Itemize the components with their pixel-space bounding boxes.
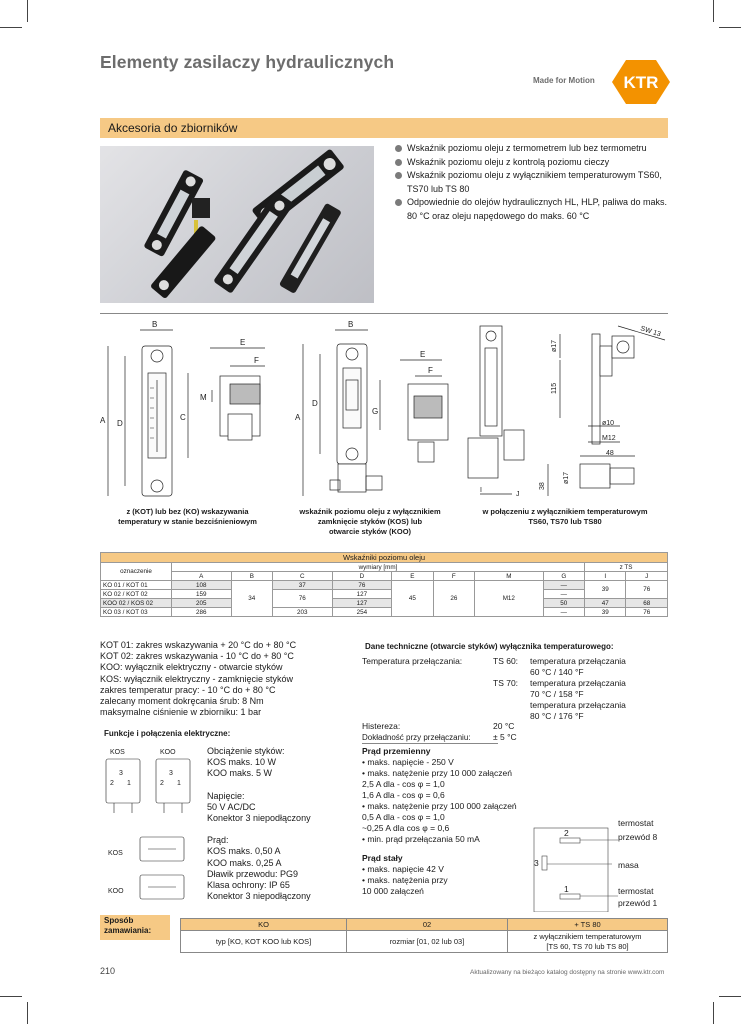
bullet-icon (395, 159, 402, 166)
svg-text:3: 3 (534, 858, 539, 868)
crop-mark (713, 1002, 714, 1024)
col-header: G (543, 572, 584, 581)
svg-text:SW 13: SW 13 (639, 325, 662, 339)
note-line: zalecany moment dokręcania śrub: 8 Nm (100, 696, 264, 707)
table-row: KO 01 / KOT 01 108 34 37 76 45 26 M12 — 39 76 (101, 581, 668, 590)
footer-note: Aktualizowany na bieżąco katalog dostępny na stronie www.ktr.com (470, 969, 665, 976)
svg-text:I: I (480, 487, 482, 494)
table-header: z TS (585, 563, 668, 572)
col-header: E (392, 572, 433, 581)
table-header: oznaczenie (101, 563, 172, 581)
table-row: KO 02 / KOT 02 159 76 127 — (101, 590, 668, 599)
caption-kos: wskaźnik poziomu oleju z wyłącznikiem zamknięcie styków (KOS) lub otwarcie styków (KOO) (299, 507, 441, 536)
crop-mark (719, 27, 741, 28)
svg-text:38: 38 (539, 482, 546, 490)
note-line: KOT 02: zakres wskazywania - 10 °C do + 80 °C (100, 651, 294, 662)
drawing-kos-koo (290, 318, 460, 503)
svg-text:2: 2 (160, 780, 164, 787)
notes-block (100, 640, 296, 718)
note-line: zakres temperatur pracy: - 10 °C do + 80 °C (100, 684, 276, 695)
bullet-icon (395, 199, 402, 206)
col-header: A (172, 572, 232, 581)
svg-text:KOS: KOS (108, 850, 123, 857)
drawing-ts (460, 318, 670, 503)
svg-text:1: 1 (564, 884, 569, 894)
ktr-logo (612, 60, 670, 104)
svg-text:termostat: termostat (618, 886, 654, 896)
svg-text:E: E (420, 350, 426, 359)
connector-schematic (100, 745, 200, 905)
crop-mark (27, 1002, 28, 1024)
svg-text:przewód 8: przewód 8 (618, 832, 658, 842)
svg-text:F: F (254, 356, 259, 365)
svg-text:przewód 1: przewód 1 (618, 898, 658, 908)
svg-text:3: 3 (119, 770, 123, 777)
svg-text:2: 2 (564, 828, 569, 838)
functions-text: Obciążenie styków: KOS maks. 10 W KOO maks. 5 W Napięcie: 50 V AC/DC Konektor 3 niepodłączony Prąd: KOS maks. 0,50 A KOO maks. 0,25 A Dławik przewodu: PG9 Klasa ochrony: IP 65 Konektor 3 niepodłączony (207, 746, 311, 902)
crop-mark (719, 996, 741, 997)
svg-text:48: 48 (606, 450, 614, 457)
svg-text:D: D (117, 419, 123, 428)
feature-item: Odpowiednie do olejów hydraulicznych HL, HLP, paliwa do maks. 80 °C oraz oleju napędowego do maks. 60 °C (395, 196, 670, 223)
svg-text:1: 1 (127, 780, 131, 787)
table-row: KOO 02 / KOS 02 205 127 50 47 68 (101, 599, 668, 608)
bullet-icon (395, 145, 402, 152)
feature-list (395, 142, 670, 223)
divider (362, 743, 498, 744)
svg-text:KOO: KOO (108, 888, 124, 895)
page-title: Elementy zasilaczy hydraulicznych (100, 52, 395, 72)
col-header: B (231, 572, 272, 581)
table-title: Wskaźniki poziomu oleju (101, 553, 668, 563)
crop-mark (0, 996, 22, 997)
svg-text:termostat: termostat (618, 818, 654, 828)
feature-item: Wskaźnik poziomu oleju z kontrolą poziomu cieczy (395, 156, 670, 170)
col-header: I (585, 572, 626, 581)
note-line: KOS: wyłącznik elektryczny - zamknięcie styków (100, 673, 294, 684)
spec-table (100, 552, 668, 617)
svg-text:G: G (372, 407, 379, 416)
feature-item: Wskaźnik poziomu oleju z wyłącznikiem temperaturowym TS60, TS70 lub TS 80 (395, 169, 670, 196)
order-table: KO 02 + TS 80 typ [KO, KOT KOO lub KOS] rozmiar [01, 02 lub 03] z wyłącznikiem temperaturowym [TS 60, TS 70 lub TS 80] (180, 918, 668, 953)
svg-text:E: E (240, 338, 246, 347)
note-line: KOO: wyłącznik elektryczny - otwarcie styków (100, 662, 283, 673)
section-title: Akcesoria do zbiorników (108, 121, 238, 135)
svg-text:3: 3 (169, 770, 173, 777)
page-number: 210 (100, 966, 116, 976)
col-header: J (626, 572, 668, 581)
caption-kot: z (KOT) lub bez (KO) wskazywania temperatury w stanie bezciśnieniowym (118, 507, 257, 526)
svg-text:M12: M12 (602, 435, 616, 442)
svg-text:KOS: KOS (110, 749, 125, 756)
note-line: maksymalne ciśnienie w zbiorniku: 1 bar (100, 707, 262, 718)
crop-mark (27, 0, 28, 22)
col-header: D (332, 572, 392, 581)
divider (100, 313, 668, 314)
drawing-kot (100, 318, 280, 503)
svg-text:A: A (100, 416, 106, 425)
table-header: wymiary [mm] (172, 563, 585, 572)
svg-text:masa: masa (618, 860, 639, 870)
svg-text:115: 115 (551, 382, 558, 394)
note-line: KOT 01: zakres wskazywania + 20 °C do + 80 °C (100, 640, 297, 650)
svg-text:B: B (348, 320, 354, 329)
col-header: C (273, 572, 333, 581)
svg-text:ø17: ø17 (551, 339, 558, 352)
col-header: M (475, 572, 544, 581)
product-photo (100, 146, 374, 303)
svg-text:C: C (180, 413, 186, 422)
col-header: F (433, 572, 474, 581)
svg-text:ø17: ø17 (563, 471, 570, 484)
logo-text: KTR (623, 73, 659, 92)
crop-mark (713, 0, 714, 22)
crop-mark (0, 27, 22, 28)
thermostat-schematic (530, 812, 670, 912)
ac-block: Prąd przemienny • maks. napięcie - 250 V • maks. natężenie przy 10 000 załączeń 2,5 A dla - cos φ = 1,0 1,6 A dla - cos φ = 0,6 • maks. natężenie przy 100 000 załączeń 0,5 A dla - cos φ = 1,0 ~0,25 A dla cos φ = 0,6 • min. prąd przełączania 50 mA Prąd stały • maks. napięcie 42 V • maks. natężenia przy 10 000 załączeń (362, 746, 517, 896)
table-row: KO 03 / KOT 03 286 203 254 — 39 76 (101, 608, 668, 617)
svg-text:J: J (516, 491, 520, 498)
svg-text:ø10: ø10 (602, 420, 615, 427)
svg-text:1: 1 (177, 780, 181, 787)
svg-text:F: F (428, 366, 433, 375)
caption-ts: w połączeniu z wyłącznikiem temperaturowym TS60, TS70 lub TS80 (482, 507, 648, 526)
tech-title: Dane techniczne (otwarcie styków) wyłącznika temperaturowego: (365, 642, 614, 651)
bullet-icon (395, 172, 402, 179)
svg-text:B: B (152, 320, 158, 329)
functions-title: Funkcje i połączenia elektryczne: (104, 729, 231, 738)
svg-text:D: D (312, 399, 318, 408)
temp-label: Temperatura przełączania: (362, 656, 463, 666)
svg-text:2: 2 (110, 780, 114, 787)
order-label: Sposób zamawiania: (100, 915, 170, 940)
section-header (100, 118, 668, 138)
tagline: Made for Motion (533, 76, 595, 85)
svg-text:A: A (295, 413, 301, 422)
svg-text:KOO: KOO (160, 749, 176, 756)
svg-text:M: M (200, 393, 207, 402)
feature-item: Wskaźnik poziomu oleju z termometrem lub bez termometru (395, 142, 670, 156)
